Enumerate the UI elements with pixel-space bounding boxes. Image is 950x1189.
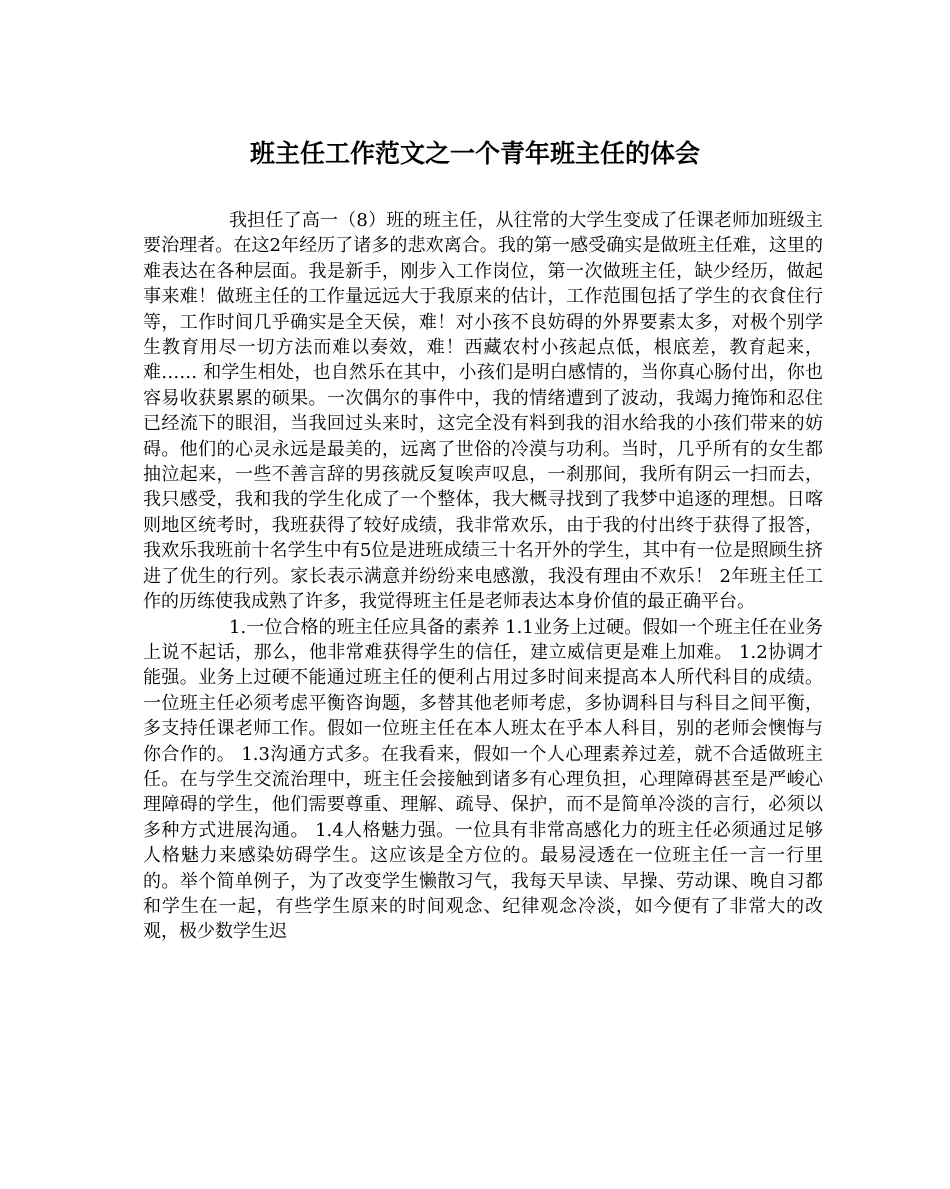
body-paragraph-intro: 我担任了高一（8）班的班主任，从往常的大学生变成了任课老师加班级主要治理者。在这2年经历了诸多的悲欢离合。我的第一感受确实是做班主任难，这里的难表达在各种层面。我是新手，刚步入工作岗位，第一次做班主任，缺少经历，做起事来难！做班主任的工作量远远大于我原来的估计，工作范围包括了学生的衣食住行等，工作时间几乎确实是全天侯，难！对小孩不良妨碍的外界要素太多，对极个别学生教育用尽一切方法而难以奏效，难！西藏农村小孩起点低，根底差，教育起来，难…… 和学生相处，也自然乐在其中，小孩们是明白感情的，当你真心肠付出，你也容易收获累累的硕果。一次偶尔的事件中，我的情绪遭到了波动，我竭力掩饰和忍住已经流下的眼泪，当我回过头来时，这完全没有料到我的泪水给我的小孩们带来的妨碍。他们的心灵永远是最美的，远离了世俗的冷漠与功利。当时，几乎所有的女生都抽泣起来，一些不善言辞的男孩就反复唉声叹息，一刹那间，我所有阴云一扫而去，我只感受，我和我的学生化成了一个整体，我大概寻找到了我梦中追逐的理想。日喀则地区统考时，我班获得了较好成绩，我非常欢乐，由于我的付出终于获得了报答，我欢乐我班前十名学生中有5位是进班成绩三十名开外的学生，其中有一位是照顾生挤进了优生的行列。家长表示满意并纷纷来电感激，我没有理由不欢乐！ 2年班主任工作的历练使我成熟了许多，我觉得班主任是老师表达本身价值的最正确平台。: [143, 210, 823, 613]
document-title: 班主任工作范文之一个青年班主任的体会: [249, 139, 700, 168]
body-paragraph-qualities: 1.一位合格的班主任应具备的素养 1.1业务上过硬。假如一个班主任在业务上说不起话，那么，他非常难获得学生的信任，建立威信更是难上加难。 1.2协调才能强。业务上过硬不能通过班主任的便利占用过多时间来提高本人所代科目的成绩。一位班主任必须考虑平衡咨询题，多替其他老师考虑，多协调科目与科目之间平衡，多支持任课老师工作。假如一位班主任在本人班太在乎本人科目，别的老师会懊悔与你合作的。 1.3沟通方式多。在我看来，假如一个人心理素养过差，就不合适做班主任。在与学生交流治理中，班主任会接触到诸多有心理负担，心理障碍甚至是严峻心理障碍的学生，他们需要尊重、理解、疏导、保护，而不是简单冷淡的言行，必须以多种方式进展沟通。 1.4人格魅力强。一位具有非常高感化力的班主任必须通过足够人格魅力来感染妨碍学生。这应该是全方位的。最易浸透在一位班主任一言一行里的。举个简单例子，为了改变学生懒散习气，我每天早读、早操、劳动课、晚自习都和学生在一起，有些学生原来的时间观念、纪律观念冷淡，如今便有了非常大的改观，极少数学生迟: [143, 616, 823, 943]
document-body: [143, 208, 823, 945]
